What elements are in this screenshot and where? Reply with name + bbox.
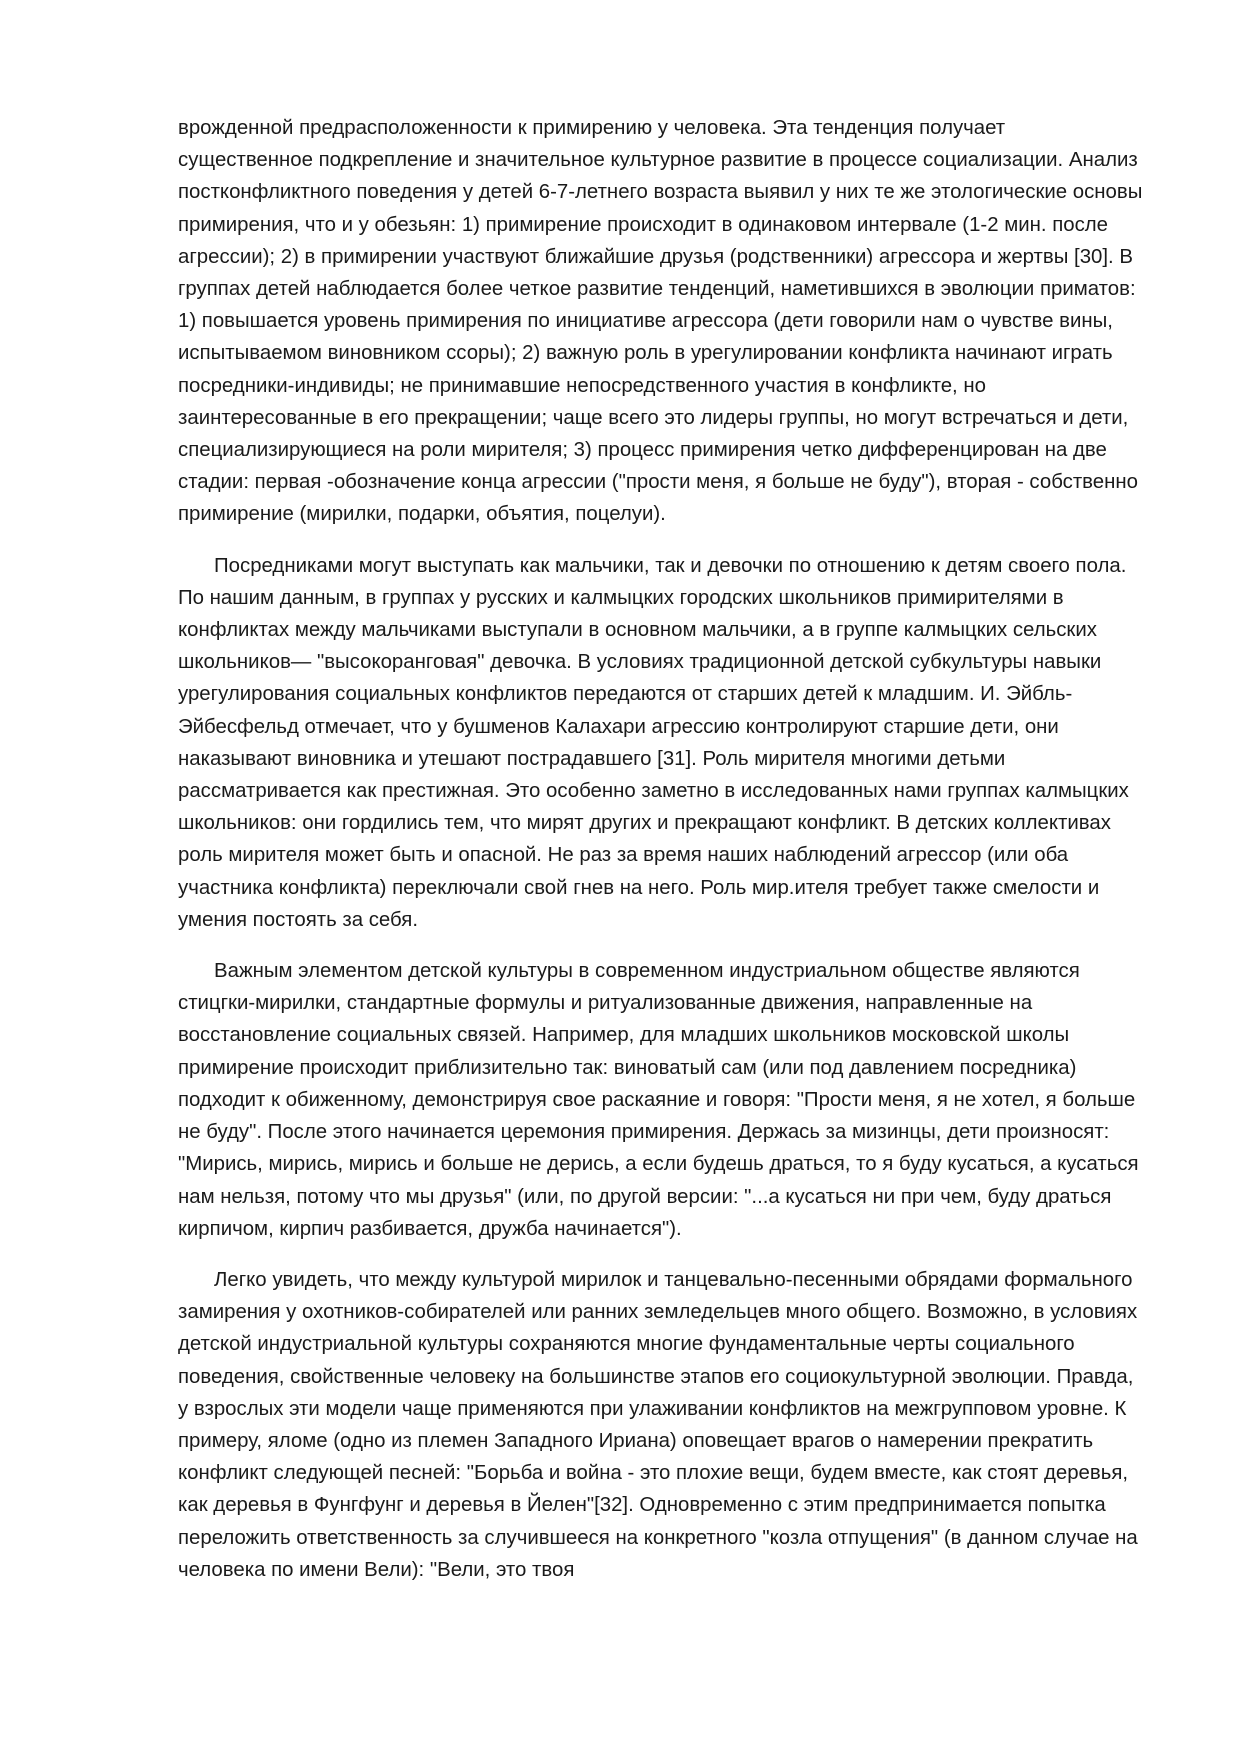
paragraph-3: Важным элементом детской культуры в современном индустриальном обществе являются стицгки-мирилки, стандартные формулы и ритуализованные движения, направленные на восстановление социальных связей. Например, для младших школьников московской школы примирение происходит приблизительно так: виноватый сам (или под давлением посредника) подходит к обиженному, демонстрируя свое раскаяние и говоря: "Прости меня, я не хотел, я больше не буду". После этого начинается церемония примирения. Держась за мизинцы, дети произносят: "Мирись, мирись, мирись и больше не дерись, а если будешь драться, то я буду кусаться, а кусаться нам нельзя, потому что мы друзья" (или, по другой версии: "...а кусаться ни при чем, буду драться кирпичом, кирпич разбивается, дружба начинается"). <box>178 960 1139 1240</box>
paragraph-4: Легко увидеть, что между культурой мирилок и танцевально-песенными обрядами формального замирения у охотников-собирателей или ранних земледельцев много общего. Возможно, в условиях детской индустриальной культуры сохраняются многие фундаментальные черты социального поведения, свойственные человеку на большинстве этапов его социокультурной эволюции. Правда, у взрослых эти модели чаще применяются при улаживании конфликтов на межгрупповом уровне. К примеру, яломе (одно из племен Западного Ириана) оповещает врагов о намерении прекратить конфликт следующей песней: "Борьба и война - это плохие вещи, будем вместе, как стоят деревья, как деревья в Фунгфунг и деревья в Йелен"[32]. Одновременно с этим предпринимается попытка переложить ответственность за случившееся на конкретного "козла отпущения" (в данном случае на человека по имени Вели): "Вели, это твоя <box>178 1268 1138 1581</box>
document-page <box>178 112 1144 1605</box>
paragraph-2: Посредниками могут выступать как мальчики, так и девочки по отношению к детям своего пола. По нашим данным, в группах у русских и калмыцких городских школьников примирителями в конфликтах между мальчиками выступали в основном мальчики, а в группе калмыцких сельских школьников— "высокоранговая" девочка. В условиях традиционной детской субкультуры навыки урегулирования социальных конфликтов передаются от старших детей к младшим. И. Эйбль-Эйбесфельд отмечает, что у бушменов Калахари агрессию контролируют старшие дети, они наказывают виновника и утешают пострадавшего [31]. Роль мирителя многими детьми рассматривается как престижная. Это особенно заметно в исследованных нами группах калмыцких школьников: они гордились тем, что мирят других и прекращают конфликт. В детских коллективах роль мирителя может быть и опасной. Не раз за время наших наблюдений агрессор (или оба участника конфликта) переключали свой гнев на него. Роль мир.ителя требует также смелости и умения постоять за себя. <box>178 554 1129 931</box>
paragraph-1: врожденной предрасположенности к примирению у человека. Эта тенденция получает существенное подкрепление и значительное культурное развитие в процессе социализации. Анализ постконфликтного поведения у детей 6-7-летнего возраста выявил у них те же этологические основы примирения, что и у обезьян: 1) примирение происходит в одинаковом интервале (1-2 мин. после агрессии); 2) в примирении участвуют ближайшие друзья (родственники) агрессора и жертвы [30]. В группах детей наблюдается более четкое развитие тенденций, наметившихся в эволюции приматов: 1) повышается уровень примирения по инициативе агрессора (дети говорили нам о чувстве вины, испытываемом виновником ссоры); 2) важную роль в урегулировании конфликта начинают играть посредники-индивиды; не принимавшие непосредственного участия в конфликте, но заинтересованные в его прекращении; чаще всего это лидеры группы, но могут встречаться и дети, специализирующиеся на роли мирителя; 3) процесс примирения четко дифференцирован на две стадии: первая -обозначение конца агрессии ("прости меня, я больше не буду"), вторая - собственно примирение (мирилки, подарки, объятия, поцелуи). <box>178 117 1143 526</box>
